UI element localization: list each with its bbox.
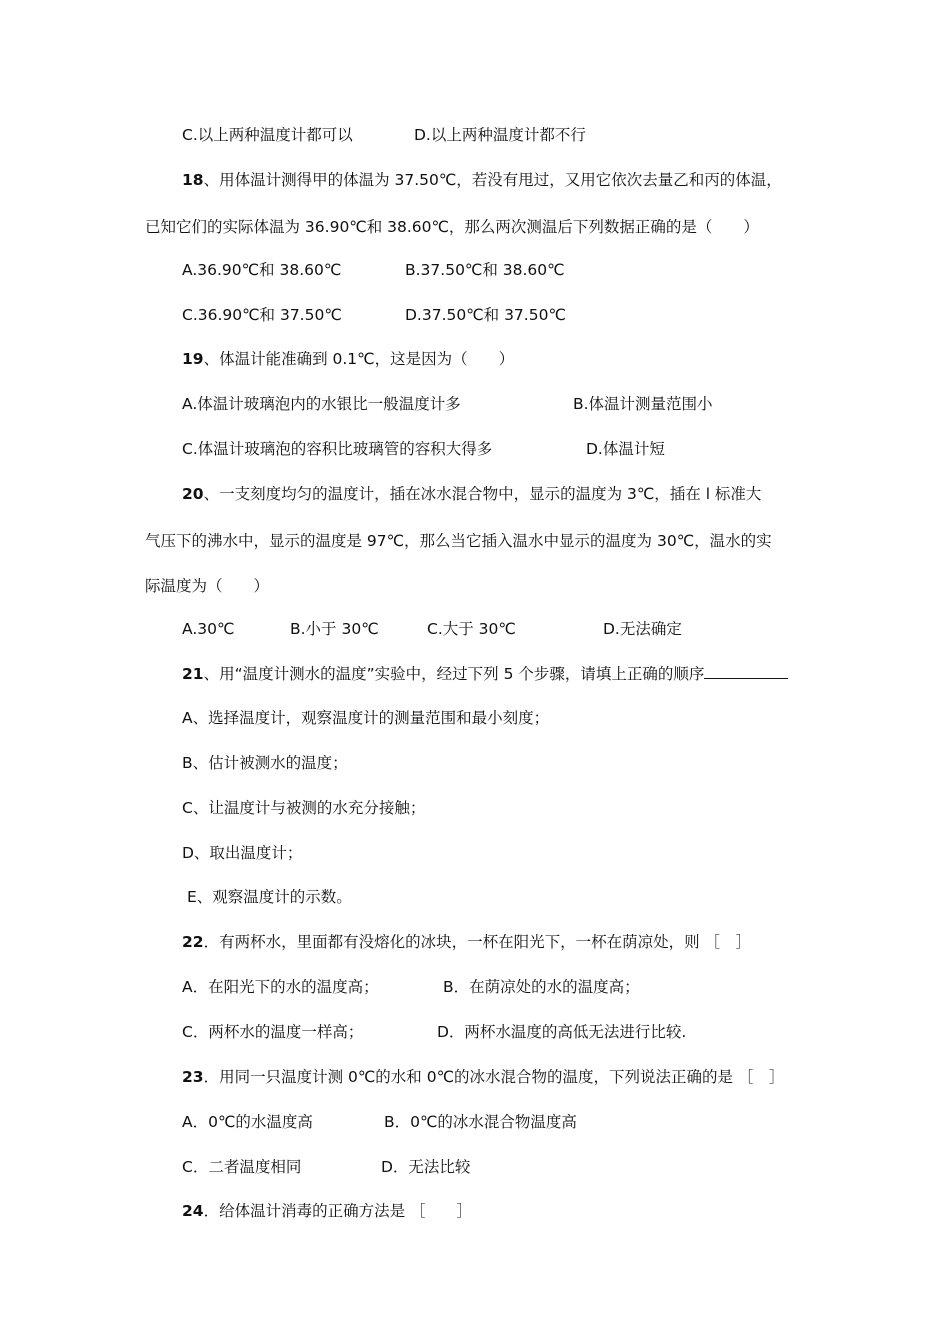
q23-option-c: C．二者温度相同	[182, 1158, 302, 1176]
question-18-cont: 已知它们的实际体温为 36.90℃和 38.60℃，那么两次测温后下列数据正确的是（ ）	[145, 218, 759, 236]
question-20-cont2: 际温度为（ ）	[145, 577, 270, 595]
q22-option-c: C．两杯水的温度一样高；	[182, 1023, 364, 1041]
q23-option-d: D．无法比较	[381, 1158, 471, 1176]
q17-option-d: D.以上两种温度计都不行	[414, 126, 586, 144]
q23-option-b: B．0℃的冰水混合物温度高	[384, 1113, 577, 1131]
q19-option-d: D.体温计短	[586, 440, 665, 458]
q19-option-c: C.体温计玻璃泡的容积比玻璃管的容积大得多	[182, 440, 493, 458]
q18-option-d: D.37.50℃和 37.50℃	[405, 306, 566, 324]
question-number: 19	[182, 350, 204, 368]
q22-option-d: D．两杯水温度的高低无法进行比较.	[437, 1023, 687, 1041]
q19-option-a: A.体温计玻璃泡内的水银比一般温度计多	[182, 395, 461, 413]
question-number: 22	[182, 933, 204, 951]
q22-option-b: B．在荫凉处的水的温度高；	[443, 978, 640, 996]
q17-option-c: C.以上两种温度计都可以	[182, 126, 353, 144]
q18-option-c: C.36.90℃和 37.50℃	[182, 306, 342, 324]
q21-step-d: D、取出温度计；	[182, 844, 303, 862]
q18-option-a: A.36.90℃和 38.60℃	[182, 261, 342, 279]
q21-step-a: A、选择温度计，观察温度计的测量范围和最小刻度；	[182, 709, 550, 727]
question-text: 、体温计能准确到 0.1℃，这是因为（ ）	[203, 350, 515, 368]
question-number: 23	[182, 1068, 204, 1086]
q21-step-c: C、让温度计与被测的水充分接触；	[182, 799, 426, 817]
question-19	[182, 348, 514, 370]
answer-blank[interactable]	[704, 662, 788, 679]
q20-option-c: C.大于 30℃	[427, 620, 516, 638]
question-20	[182, 483, 761, 505]
q21-step-e: E、观察温度计的示数。	[187, 888, 352, 906]
question-number: 18	[182, 171, 204, 189]
q18-option-b: B.37.50℃和 38.60℃	[405, 261, 565, 279]
question-text: ．用同一只温度计测 0℃的水和 0℃的冰水混合物的温度，下列说法正确的是 ［ ］	[203, 1068, 785, 1086]
q20-option-d: D.无法确定	[603, 620, 682, 638]
q22-option-a: A．在阳光下的水的温度高；	[182, 978, 379, 996]
q20-option-a: A.30℃	[182, 620, 235, 638]
question-23	[182, 1066, 784, 1088]
question-number: 24	[182, 1202, 204, 1220]
question-text: 、一支刻度均匀的温度计，插在冰水混合物中，显示的温度为 3℃，插在 l 标准大	[203, 485, 762, 503]
q20-option-b: B.小于 30℃	[290, 620, 379, 638]
question-20-cont: 气压下的沸水中，显示的温度是 97℃，那么当它插入温水中显示的温度为 30℃，温水的实	[145, 532, 772, 550]
question-number: 21	[182, 665, 204, 683]
q23-option-a: A．0℃的水温度高	[182, 1113, 313, 1131]
question-21	[182, 662, 788, 685]
question-number: 20	[182, 485, 204, 503]
question-18	[182, 169, 782, 191]
question-text: 、用体温计测得甲的体温为 37.50℃，若没有甩过，又用它依次去量乙和丙的体温，	[203, 171, 782, 189]
question-24	[182, 1200, 472, 1222]
question-text: ．有两杯水，里面都有没熔化的冰块，一杯在阳光下，一杯在荫凉处，则 ［ ］	[203, 933, 752, 951]
q19-option-b: B.体温计测量范围小	[573, 395, 713, 413]
question-22	[182, 931, 751, 953]
question-text: 、用“温度计测水的温度”实验中，经过下列 5 个步骤，请填上正确的顺序	[203, 665, 705, 683]
question-text: ．给体温计消毒的正确方法是 ［ ］	[203, 1202, 473, 1220]
q21-step-b: B、估计被测水的温度；	[182, 754, 348, 772]
